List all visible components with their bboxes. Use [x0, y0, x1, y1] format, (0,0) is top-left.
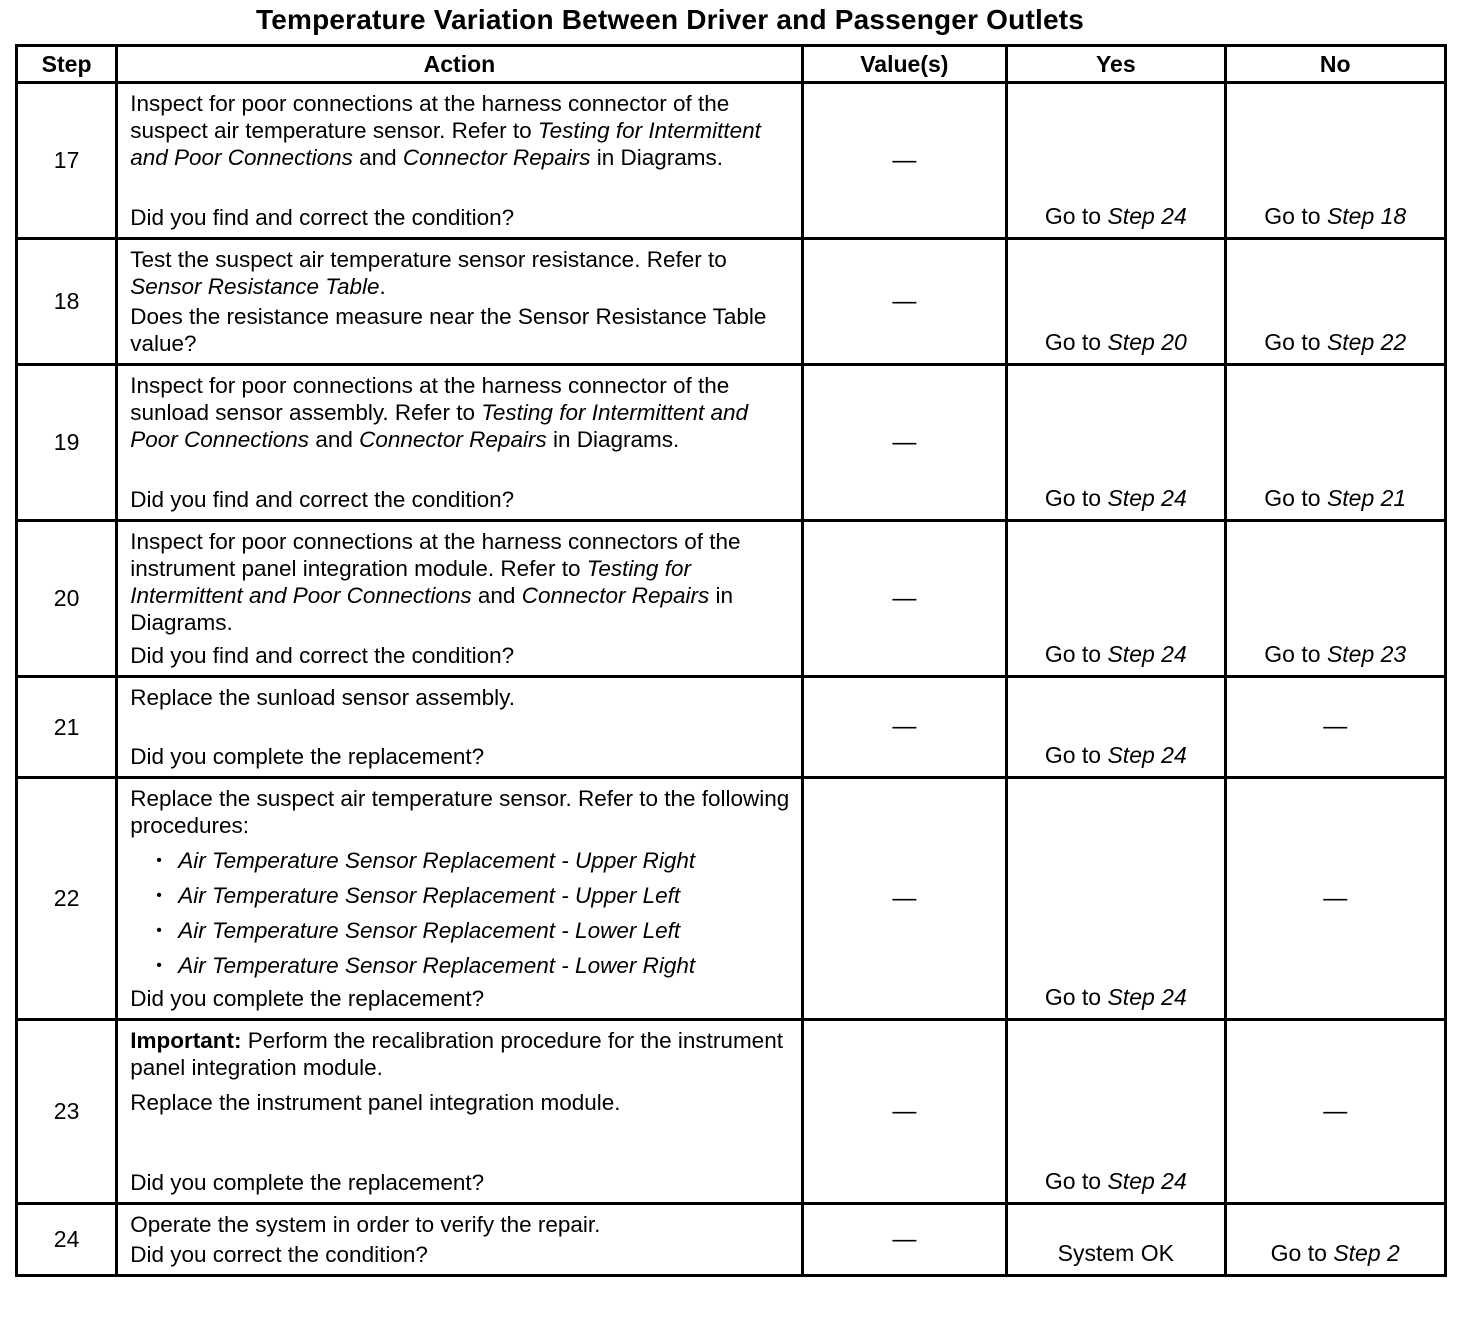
action-text: Inspect for poor connections at the harness connector of the suspect air temperature sensor. Refer to Testing for Intermittent and Poor Connections and Connector Repairs in Diagrams.: [130, 91, 761, 170]
no-cell: [1225, 778, 1445, 1020]
table-row: [17, 83, 1446, 239]
table-row: [17, 239, 1446, 365]
no-cell: [1225, 677, 1445, 778]
no-cell: [1225, 521, 1445, 677]
value-cell: —: [802, 365, 1006, 521]
no-goto-step: Step 2: [1333, 1240, 1400, 1266]
action-text: Important: Perform the recalibration procedure for the instrument panel integration module. Replace the instrument panel integration module.: [130, 1028, 783, 1115]
yes-goto-step: Step 20: [1107, 329, 1187, 355]
action-cell: [117, 1020, 802, 1204]
no-goto-label: Go to: [1264, 329, 1327, 355]
header-row: [17, 46, 1446, 83]
table-row: [17, 1020, 1446, 1204]
action-cell: [117, 83, 802, 239]
action-question: Did you find and correct the condition?: [130, 643, 515, 668]
yes-outcome: [1008, 1240, 1223, 1267]
action-cell: [117, 365, 802, 521]
yes-outcome: [1008, 984, 1223, 1011]
action-cell: [117, 1204, 802, 1276]
step-number: 24: [17, 1204, 117, 1276]
yes-goto-step: Step 24: [1107, 203, 1187, 229]
yes-outcome-text: System OK: [1057, 1240, 1174, 1266]
yes-cell: [1007, 1020, 1225, 1204]
yes-cell: [1007, 239, 1225, 365]
no-dash: —: [1323, 713, 1348, 740]
yes-cell: [1007, 1204, 1225, 1276]
yes-outcome: [1008, 1168, 1223, 1195]
action-text: Replace the sunload sensor assembly.: [130, 685, 515, 710]
step-number: 21: [17, 677, 117, 778]
yes-goto-label: Go to: [1044, 742, 1108, 768]
no-outcome: [1227, 485, 1444, 512]
no-goto-step: Step 23: [1326, 641, 1407, 667]
yes-cell: [1007, 83, 1225, 239]
header-no: No: [1225, 46, 1445, 83]
yes-outcome: [1008, 329, 1223, 356]
no-goto-label: Go to: [1264, 203, 1327, 229]
no-outcome: [1227, 329, 1444, 356]
action-question: Does the resistance measure near the Sensor Resistance Table value?: [130, 304, 767, 356]
value-cell: —: [802, 1204, 1006, 1276]
table-row: [17, 1204, 1446, 1276]
action-cell: [117, 521, 802, 677]
no-cell: [1225, 239, 1445, 365]
diagnostic-table: [15, 44, 1447, 1277]
header-action: Action: [117, 46, 802, 83]
action-question: Did you complete the replacement?: [130, 1170, 485, 1195]
yes-outcome: [1008, 641, 1223, 668]
no-goto-label: Go to: [1264, 485, 1327, 511]
action-question: Did you complete the replacement?: [130, 986, 485, 1011]
value-cell: —: [802, 677, 1006, 778]
step-number: 18: [17, 239, 117, 365]
no-outcome: [1227, 203, 1444, 230]
table-row: [17, 778, 1446, 1020]
yes-goto-step: Step 24: [1107, 742, 1187, 768]
no-outcome: [1227, 641, 1444, 668]
value-cell: —: [802, 83, 1006, 239]
page-title: Temperature Variation Between Driver and Passenger Outlets: [255, 4, 1085, 35]
no-goto-step: Step 22: [1326, 329, 1407, 355]
action-question: Did you correct the condition?: [130, 1242, 428, 1267]
yes-cell: [1007, 365, 1225, 521]
value-cell: —: [802, 778, 1006, 1020]
step-number: 22: [17, 778, 117, 1020]
no-cell: [1225, 1204, 1445, 1276]
no-goto-label: Go to: [1264, 641, 1327, 667]
value-cell: —: [802, 521, 1006, 677]
table-body: [17, 83, 1446, 1276]
header-values: Value(s): [802, 46, 1006, 83]
yes-goto-step: Step 24: [1107, 485, 1187, 511]
action-text: Inspect for poor connections at the harness connector of the sunload sensor assembly. Refer to Testing for Intermittent and Poor Connections and Connector Repairs in Diagrams.: [130, 373, 749, 452]
yes-cell: [1007, 677, 1225, 778]
yes-outcome: [1008, 742, 1223, 769]
no-dash: —: [1323, 1097, 1348, 1125]
step-number: 17: [17, 83, 117, 239]
yes-goto-step: Step 24: [1107, 1168, 1187, 1194]
no-goto-step: Step 18: [1326, 203, 1407, 229]
action-text: Inspect for poor connections at the harness connectors of the instrument panel integration module. Refer to Testing for Intermittent and Poor Connections and Connector Repairs in Diagrams.: [130, 529, 741, 635]
no-outcome: [1227, 1240, 1444, 1267]
step-number: 23: [17, 1020, 117, 1204]
table-row: [17, 521, 1446, 677]
value-cell: —: [802, 239, 1006, 365]
action-cell: [117, 778, 802, 1020]
yes-goto-step: Step 24: [1107, 984, 1187, 1010]
yes-goto-step: Step 24: [1107, 641, 1187, 667]
yes-cell: [1007, 778, 1225, 1020]
no-dash: —: [1323, 884, 1348, 912]
no-cell: [1225, 365, 1445, 521]
value-cell: —: [802, 1020, 1006, 1204]
table-row: [17, 677, 1446, 778]
no-goto-step: Step 21: [1326, 485, 1407, 511]
yes-goto-label: Go to: [1044, 1168, 1108, 1194]
step-number: 19: [17, 365, 117, 521]
action-text: Test the suspect air temperature sensor resistance. Refer to Sensor Resistance Table.: [130, 247, 727, 299]
no-cell: [1225, 83, 1445, 239]
yes-cell: [1007, 521, 1225, 677]
yes-goto-label: Go to: [1044, 485, 1108, 511]
yes-goto-label: Go to: [1044, 203, 1108, 229]
action-question: Did you find and correct the condition?: [130, 205, 515, 230]
yes-goto-label: Go to: [1044, 329, 1108, 355]
yes-goto-label: Go to: [1044, 641, 1108, 667]
action-cell: [117, 239, 802, 365]
action-cell: [117, 677, 802, 778]
table-row: [17, 365, 1446, 521]
yes-outcome: [1008, 485, 1223, 512]
header-yes: Yes: [1007, 46, 1225, 83]
no-goto-label: Go to: [1270, 1240, 1334, 1266]
action-text: Replace the suspect air temperature sensor. Refer to the following procedures: • Air Temperature Sensor Replacement - Upper Right • Air Temperature Sensor Replacement - Upper Left • Air Temperature Sensor Replacement - Lower Left • Air Temperature Sensor Replacement - Lower Right: [130, 785, 790, 979]
yes-outcome: [1008, 203, 1223, 230]
no-cell: [1225, 1020, 1445, 1204]
step-number: 20: [17, 521, 117, 677]
action-question: Did you complete the replacement?: [130, 744, 485, 769]
header-step: Step: [17, 46, 117, 83]
yes-goto-label: Go to: [1044, 984, 1108, 1010]
action-question: Did you find and correct the condition?: [130, 487, 515, 512]
action-text: Operate the system in order to verify the repair.: [130, 1212, 601, 1237]
